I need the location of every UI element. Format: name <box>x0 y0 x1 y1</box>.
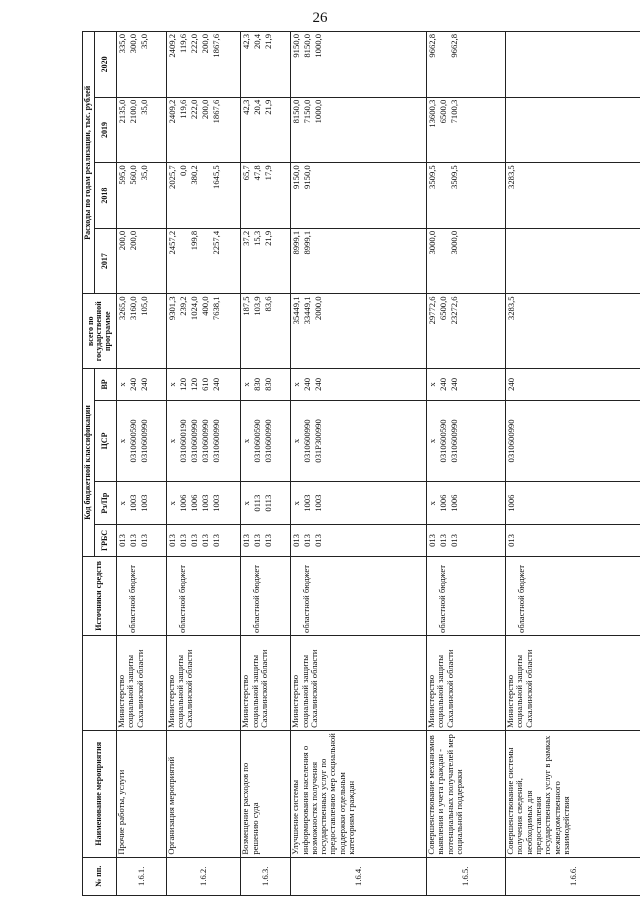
cell-value: x <box>291 501 302 506</box>
cell-grbs <box>241 525 291 557</box>
cell-value: x <box>241 501 252 506</box>
cell-value: 400,0 <box>199 296 210 316</box>
cell-value: x <box>166 438 177 444</box>
cell-rzpr <box>291 482 427 525</box>
header-year-2019: 2019 <box>95 97 117 163</box>
cell-value: 1867,6 <box>210 34 221 58</box>
cell-grbs <box>506 525 640 557</box>
cell-value: 9150,0 <box>291 34 302 58</box>
cell-y2019 <box>241 97 291 163</box>
cell-value: 8150,0 <box>302 34 313 58</box>
header-total: всего по государственной программе <box>83 294 117 369</box>
cell-value: 1645,5 <box>210 165 221 189</box>
cell-y2019 <box>166 97 241 163</box>
cell-vr <box>117 369 167 401</box>
cell-value: 222,0 <box>188 99 199 120</box>
cell-value: x <box>241 438 252 444</box>
cell-value: 21,9 <box>263 99 274 115</box>
cell-total <box>427 294 506 369</box>
cell-value: 29772,6 <box>427 296 437 325</box>
cell-value: 0310600590 <box>438 419 448 463</box>
cell-value: 2457,2 <box>166 230 177 255</box>
cell-name: Прочие работы, услуги <box>117 730 167 857</box>
cell-total <box>291 294 427 369</box>
cell-executor: Министерство социальной защиты Сахалинской области <box>506 635 640 730</box>
cell-value: 105,0 <box>139 296 149 316</box>
cell-value: x <box>291 438 302 444</box>
cell-value: 17,9 <box>263 165 274 181</box>
cell-name: Совершенствование механизмов выявления и учета граждан - потенциальных получателей мер социальной поддержки <box>427 730 506 857</box>
page-number: 26 <box>312 10 328 26</box>
cell-value: 1003 <box>302 494 313 512</box>
cell-value: 595,0 <box>117 165 127 185</box>
cell-csr <box>427 400 506 481</box>
cell-value: 1006 <box>177 494 188 512</box>
table-row <box>117 32 167 896</box>
cell-value: 013 <box>188 534 199 547</box>
cell-executor: Министерство социальной защиты Сахалинской области <box>291 635 427 730</box>
cell-csr <box>506 400 640 481</box>
cell-value: 37,2 <box>241 230 252 246</box>
cell-value: 9150,0 <box>291 165 302 189</box>
cell-grbs <box>117 525 167 557</box>
cell-value: 013 <box>427 534 437 547</box>
cell-value: 1024,0 <box>188 296 199 321</box>
cell-value: 21,9 <box>263 34 274 50</box>
cell-value: 0113 <box>263 494 274 512</box>
cell-value: 013 <box>199 534 210 547</box>
cell-value: 0310600990 <box>449 419 459 463</box>
cell-value: 1006 <box>506 494 517 512</box>
cell-num: 1.6.3. <box>241 857 291 895</box>
cell-executor: Министерство социальной защиты Сахалинской области <box>241 635 291 730</box>
cell-name: Улучшение системы информирования населения о возможностях получения государственных услуг по предоставлению мер социальной поддержки отдельным категориям граждан <box>291 730 427 857</box>
cell-value: 013 <box>210 534 221 547</box>
cell-total <box>117 294 167 369</box>
cell-value: x <box>117 438 127 444</box>
cell-value: 240 <box>139 377 149 391</box>
table-row <box>427 32 506 896</box>
cell-value: 1006 <box>188 494 199 512</box>
cell-value: 3283,5 <box>506 296 517 321</box>
header-expenses: Расходы по годам реализации, тыс. рублей <box>83 32 95 294</box>
cell-value: 120 <box>188 377 199 391</box>
cell-value: 0,0 <box>177 165 188 177</box>
cell-value: 119,6 <box>177 99 188 119</box>
cell-value: 8150,0 <box>291 99 302 124</box>
cell-y2018 <box>427 163 506 229</box>
cell-value: 20,4 <box>252 99 263 115</box>
cell-y2019 <box>427 97 506 163</box>
cell-value: x <box>427 438 437 444</box>
table-row <box>291 32 427 896</box>
cell-value: 0310600990 <box>139 419 149 463</box>
cell-value: 35,0 <box>139 165 149 181</box>
cell-value: 200,0 <box>128 230 138 251</box>
cell-value: 2409,2 <box>166 34 177 58</box>
cell-grbs <box>166 525 241 557</box>
cell-rzpr <box>506 482 640 525</box>
cell-value: 65,7 <box>241 165 252 181</box>
cell-num: 1.6.5. <box>427 857 506 895</box>
cell-value: 35,0 <box>139 99 149 115</box>
cell-value: 0310600590 <box>252 419 263 463</box>
cell-value: 8999,1 <box>291 230 302 255</box>
cell-value <box>438 165 449 226</box>
cell-y2017 <box>427 228 506 294</box>
cell-value: 187,5 <box>241 296 252 316</box>
cell-rzpr <box>117 482 167 525</box>
header-budget-class: Код бюджетной классификации <box>83 369 95 557</box>
cell-vr <box>241 369 291 401</box>
cell-y2018 <box>166 163 241 229</box>
cell-total <box>241 294 291 369</box>
cell-value: 013 <box>302 534 313 547</box>
cell-value: 6500,0 <box>438 296 448 321</box>
cell-value: 0310600990 <box>263 419 274 463</box>
cell-value: 300,0 <box>128 34 138 54</box>
cell-value: 013 <box>241 534 252 547</box>
cell-value: 240 <box>302 377 313 391</box>
cell-y2017 <box>241 228 291 294</box>
cell-value: 0310600990 <box>210 419 221 463</box>
cell-value: 3160,0 <box>128 296 138 321</box>
cell-value: 199,8 <box>188 230 199 251</box>
header-vr: ВР <box>95 369 117 401</box>
cell-value: 1000,0 <box>313 99 324 124</box>
cell-value: 42,3 <box>241 99 252 115</box>
cell-value: 119,6 <box>177 34 188 54</box>
cell-csr <box>291 400 427 481</box>
header-year-2017: 2017 <box>95 228 117 294</box>
cell-value: 0310600590 <box>128 419 138 463</box>
cell-value: 9150,0 <box>302 165 313 189</box>
cell-value: 830 <box>263 377 274 391</box>
cell-value: 0310600990 <box>506 419 517 463</box>
cell-source: областной бюджет <box>291 556 427 635</box>
cell-value: 239,2 <box>177 296 188 316</box>
cell-value: 33449,1 <box>302 296 313 325</box>
cell-value: 1003 <box>210 494 221 512</box>
cell-value <box>438 231 449 292</box>
cell-value: 42,3 <box>241 34 252 50</box>
cell-value: 120 <box>177 377 188 391</box>
cell-y2018 <box>241 163 291 229</box>
cell-value: 335,0 <box>117 34 127 54</box>
cell-value: 200,0 <box>199 99 210 120</box>
cell-y2018 <box>291 163 427 229</box>
cell-value: 0310600190 <box>177 419 188 463</box>
cell-y2019 <box>291 97 427 163</box>
cell-value: 013 <box>291 534 302 547</box>
cell-value <box>178 231 189 292</box>
cell-y2017 <box>117 228 167 294</box>
cell-value: 013 <box>117 534 127 547</box>
cell-value: 21,9 <box>263 230 274 246</box>
cell-num: 1.6.1. <box>117 857 167 895</box>
cell-value <box>506 231 517 292</box>
cell-value: 1006 <box>449 494 459 512</box>
cell-num: 1.6.4. <box>291 857 427 895</box>
cell-value: 2409,2 <box>166 99 177 124</box>
cell-value: 6500,0 <box>438 99 448 124</box>
cell-csr <box>166 400 241 481</box>
cell-vr <box>506 369 640 401</box>
budget-table <box>82 31 640 896</box>
cell-value: 013 <box>166 534 177 547</box>
cell-value: x <box>117 501 127 506</box>
cell-value: x <box>117 382 127 387</box>
cell-value: 23272,6 <box>449 296 459 325</box>
cell-source: областной бюджет <box>506 556 640 635</box>
cell-value <box>438 34 449 95</box>
cell-value: 013 <box>313 534 324 547</box>
cell-name: Возмещение расходов по решению суда <box>241 730 291 857</box>
cell-value: 200,0 <box>199 34 210 54</box>
cell-y2018 <box>506 163 640 229</box>
cell-value: x <box>427 382 437 387</box>
cell-value <box>313 231 324 292</box>
cell-value: 9301,3 <box>166 296 177 321</box>
cell-grbs <box>291 525 427 557</box>
cell-value: 240 <box>506 377 517 391</box>
cell-value: 7638,1 <box>210 296 221 321</box>
cell-value: 240 <box>449 377 459 391</box>
cell-y2020 <box>241 32 291 98</box>
cell-value: 83,6 <box>263 296 274 312</box>
cell-value <box>200 231 211 292</box>
cell-value: 1003 <box>199 494 210 512</box>
cell-value <box>506 34 517 95</box>
cell-csr <box>117 400 167 481</box>
cell-value: 13600,3 <box>427 99 437 128</box>
cell-value: 1003 <box>139 494 149 512</box>
cell-num: 1.6.2. <box>166 857 241 895</box>
cell-total <box>166 294 241 369</box>
cell-value: 47,8 <box>252 165 263 181</box>
cell-value: 2100,0 <box>128 99 138 124</box>
cell-vr <box>166 369 241 401</box>
cell-value: 9662,8 <box>449 34 459 58</box>
cell-value: 15,3 <box>252 230 263 246</box>
cell-value: 2025,7 <box>166 165 177 189</box>
cell-value: 380,2 <box>188 165 199 185</box>
cell-value: 3283,5 <box>506 165 517 189</box>
cell-value: 031P300990 <box>313 419 324 463</box>
cell-value: 013 <box>263 534 274 547</box>
cell-executor: Министерство социальной защиты Сахалинской области <box>117 635 167 730</box>
cell-value: 2000,0 <box>313 296 324 321</box>
header-name: Наименование мероприятия <box>83 730 117 857</box>
header-csr: ЦСР <box>95 400 117 481</box>
cell-y2017 <box>166 228 241 294</box>
cell-rzpr <box>241 482 291 525</box>
cell-value: x <box>241 382 252 387</box>
cell-value: 1003 <box>313 494 324 512</box>
table-row <box>506 32 640 896</box>
cell-value <box>200 165 211 226</box>
cell-value: 013 <box>177 534 188 547</box>
cell-value: 3509,5 <box>427 165 437 189</box>
cell-source: областной бюджет <box>241 556 291 635</box>
cell-executor: Министерство социальной защиты Сахалинской области <box>166 635 241 730</box>
cell-y2019 <box>117 97 167 163</box>
cell-value: 3000,0 <box>449 230 459 255</box>
cell-value: x <box>166 501 177 506</box>
cell-value: 35,0 <box>139 34 149 50</box>
cell-rzpr <box>427 482 506 525</box>
cell-value: x <box>427 501 437 506</box>
cell-value: 20,4 <box>252 34 263 50</box>
header-year-2020: 2020 <box>95 32 117 98</box>
cell-value: 1006 <box>438 494 448 512</box>
cell-grbs <box>427 525 506 557</box>
header-executor <box>83 635 117 730</box>
header-rzpr: Рз/Пр <box>95 482 117 525</box>
cell-value: 240 <box>313 377 324 391</box>
cell-value: 7100,3 <box>449 99 459 124</box>
cell-value: 240 <box>128 377 138 391</box>
cell-value: 240 <box>438 377 448 391</box>
table-row <box>241 32 291 896</box>
cell-y2020 <box>427 32 506 98</box>
cell-value: 830 <box>252 377 263 391</box>
cell-value <box>313 165 324 226</box>
cell-num: 1.6.6. <box>506 857 640 895</box>
cell-value: 1867,6 <box>210 99 221 124</box>
header-grbs: ГРБС <box>95 525 117 557</box>
cell-value: 0113 <box>252 494 263 512</box>
cell-value: 103,9 <box>252 296 263 316</box>
cell-y2017 <box>291 228 427 294</box>
cell-value: 0310600990 <box>302 419 313 463</box>
cell-value: 3509,5 <box>449 165 459 189</box>
cell-value <box>506 100 517 161</box>
cell-value: 013 <box>139 534 149 547</box>
cell-value: x <box>166 382 177 387</box>
cell-value: 3265,0 <box>117 296 127 321</box>
cell-value: 222,0 <box>188 34 199 54</box>
cell-y2020 <box>166 32 241 98</box>
cell-vr <box>291 369 427 401</box>
cell-value: 013 <box>252 534 263 547</box>
cell-value: x <box>291 382 302 387</box>
cell-value: 200,0 <box>117 230 127 251</box>
cell-value: 1003 <box>128 494 138 512</box>
cell-y2020 <box>506 32 640 98</box>
cell-name: Организация мероприятий <box>166 730 241 857</box>
cell-value: 013 <box>506 534 517 547</box>
rotated-table-container <box>82 31 640 896</box>
cell-value: 8999,1 <box>302 230 313 255</box>
header-source: Источники средств <box>83 556 117 635</box>
cell-value: 560,0 <box>128 165 138 185</box>
cell-csr <box>241 400 291 481</box>
cell-y2020 <box>291 32 427 98</box>
cell-executor: Министерство социальной защиты Сахалинской области <box>427 635 506 730</box>
cell-total <box>506 294 640 369</box>
header-year-2018: 2018 <box>95 163 117 229</box>
cell-source: областной бюджет <box>117 556 167 635</box>
table-row <box>166 32 241 896</box>
cell-name: Совершенствование системы получения сведений, необходимых для предоставления государственных услуг в рамках межведомственного взаимодействия <box>506 730 640 857</box>
cell-y2018 <box>117 163 167 229</box>
cell-rzpr <box>166 482 241 525</box>
cell-value: 0310600990 <box>188 419 199 463</box>
cell-value: 013 <box>128 534 138 547</box>
cell-source: областной бюджет <box>166 556 241 635</box>
cell-value: 610 <box>199 377 210 391</box>
cell-value: 013 <box>438 534 448 547</box>
cell-value: 1000,0 <box>313 34 324 58</box>
cell-value: 240 <box>210 377 221 391</box>
cell-source: областной бюджет <box>427 556 506 635</box>
cell-value: 2135,0 <box>117 99 127 124</box>
cell-value: 2257,4 <box>210 230 221 255</box>
cell-value: 35449,1 <box>291 296 302 325</box>
cell-y2017 <box>506 228 640 294</box>
table-body <box>117 32 640 896</box>
cell-vr <box>427 369 506 401</box>
cell-y2019 <box>506 97 640 163</box>
cell-y2020 <box>117 32 167 98</box>
cell-value <box>139 231 150 292</box>
cell-value: 3000,0 <box>427 230 437 255</box>
cell-value: 013 <box>449 534 459 547</box>
cell-value: 7150,0 <box>302 99 313 124</box>
header-num: № пп. <box>83 857 117 895</box>
cell-value: 0310600990 <box>199 419 210 463</box>
cell-value: 9662,8 <box>427 34 437 58</box>
